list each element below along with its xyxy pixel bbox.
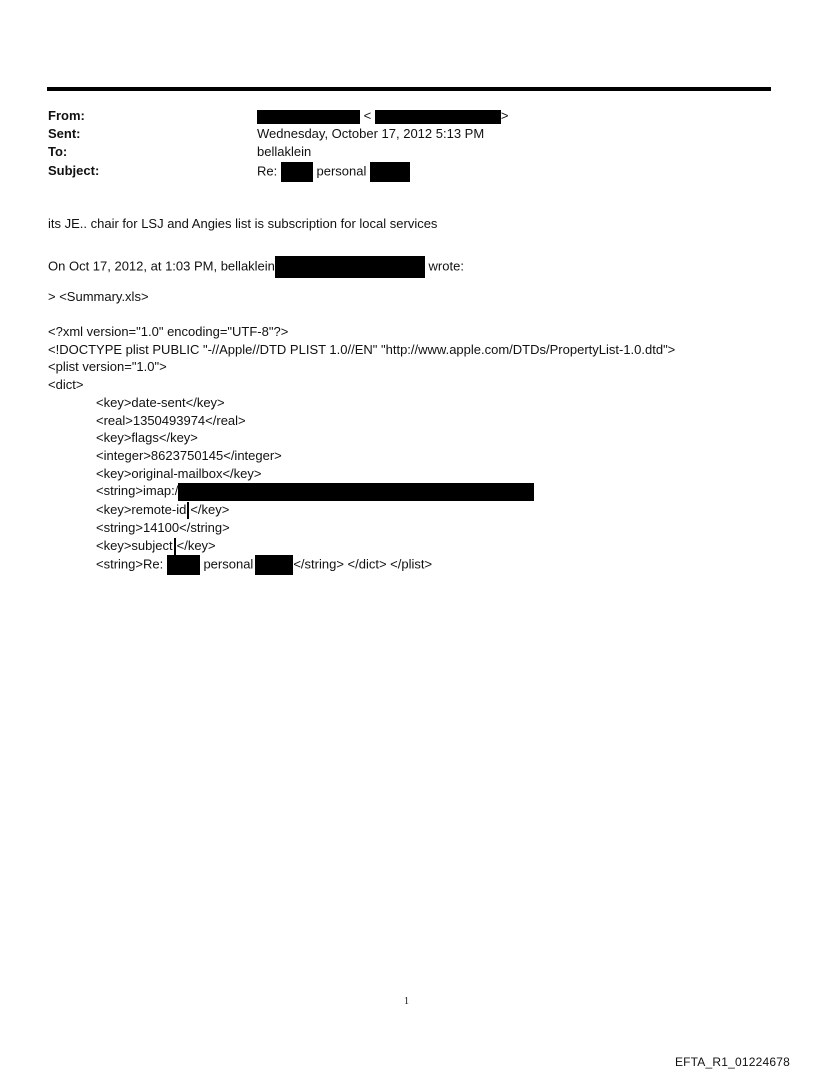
redaction-box (178, 483, 534, 501)
attachment-name: > <Summary.xls> (48, 289, 149, 304)
redaction-box (275, 256, 425, 278)
xml-line: <string>Re: personal </string> </dict> </plist> (48, 555, 675, 575)
xml-line: <string>14100</string> (96, 519, 230, 535)
subject-label: Subject: (48, 163, 100, 178)
xml-line: <key>date-sent</key> (96, 394, 225, 410)
xml-line: <key>remote-id </key> (48, 501, 675, 519)
xml-line: <integer>8623750145</integer> (96, 447, 282, 463)
message-line: its JE.. chair for LSJ and Angies list is subscription for local services (48, 216, 438, 231)
redaction-box (281, 162, 313, 182)
sent-value: Wednesday, October 17, 2012 5:13 PM (257, 126, 485, 141)
redaction-box (375, 110, 501, 124)
from-value: < > (257, 107, 508, 125)
from-label: From: (48, 108, 85, 123)
xml-line: <string>imap:/ (48, 482, 675, 501)
dict-open-tag: <dict> (48, 377, 84, 393)
subject-value: Re: personal (257, 162, 410, 182)
plist-open-tag: <plist version="1.0"> (48, 359, 167, 375)
to-label: To: (48, 144, 68, 159)
xml-line: <real>1350493974</real> (96, 412, 246, 428)
redaction-box (257, 110, 360, 124)
redaction-box (174, 538, 176, 555)
xml-declaration: <?xml version="1.0" encoding="UTF-8"?> (48, 324, 289, 339)
redaction-box (255, 555, 293, 575)
header-rule (47, 87, 771, 91)
xml-line: <key>original-mailbox</key> (96, 465, 262, 481)
quote-intro: On Oct 17, 2012, at 1:03 PM, bellaklein wrote: (48, 256, 464, 278)
xml-line: <key>subject </key> (48, 537, 675, 555)
plist-block (48, 323, 675, 575)
xml-doctype: <!DOCTYPE plist PUBLIC "-//Apple//DTD PLIST 1.0//EN" "http://www.apple.com/DTDs/PropertyList-1.0.dtd"> (48, 341, 676, 357)
to-value: bellaklein (257, 144, 312, 159)
redaction-box (167, 555, 200, 575)
page-number: 1 (404, 996, 409, 1007)
bates-number: EFTA_R1_01224678 (674, 1055, 790, 1069)
redaction-box (370, 162, 410, 182)
xml-line: <key>flags</key> (96, 430, 198, 446)
sent-label: Sent: (48, 126, 81, 141)
